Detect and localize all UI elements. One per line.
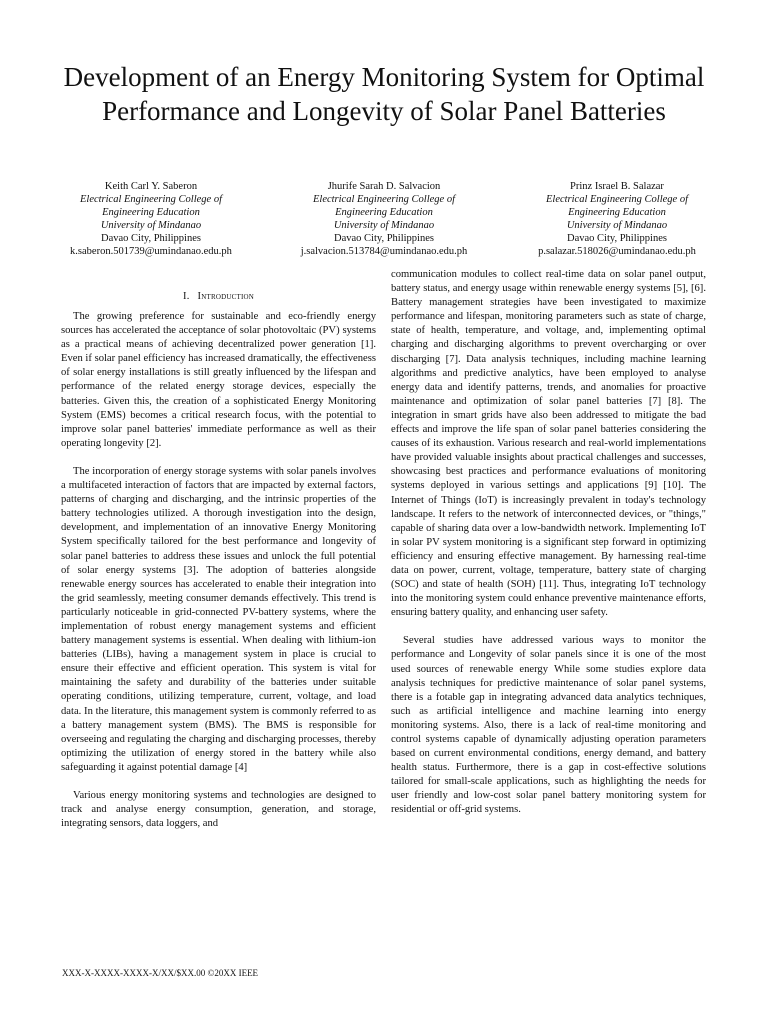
author-affiliation: University of Mindanao <box>333 220 435 231</box>
author-affiliation: University of Mindanao <box>566 220 668 231</box>
copyright-footer: XXX-X-XXXX-XXXX-X/XX/$XX.00 ©20XX IEEE <box>62 968 259 978</box>
section-title: Introduction <box>197 291 254 302</box>
left-column <box>61 268 376 845</box>
body-paragraph: Various energy monitoring systems and technologies are designed to track and analyse energy consumption, generation, and storage, integrating sensors, data loggers, and <box>61 790 376 830</box>
author-location: Davao City, Philippines <box>334 233 434 244</box>
author-location: Davao City, Philippines <box>101 233 201 244</box>
author-3 <box>497 180 737 258</box>
author-name: Jhurife Sarah D. Salvacion <box>327 181 441 192</box>
body-paragraph: The incorporation of energy storage systems with solar panels involves a multifaceted interaction of factors that are impacted by external factors, patterns of charging and discharging, and the intrinsic properties of the battery technologies utilized. A thorough investigation into the design, development, and implementation of an innovative Energy Monitoring System specifically tailored for the best performance and longevity of solar panel batteries to address these issues and unlock the full potential of solar energy systems [3]. The adoption of batteries alongside renewable energy sources has accelerated to enable their integration into the grid seamlessly, meeting consumer demands effectively. This trend is particularly noticeable in grid-connected PV-battery systems, where the implementation of robust energy management systems and efficient battery management systems is essential. When dealing with lithium-ion batteries (LIBs), having a management system in place is crucial to ensure their effective and efficient operation. This system is vital for maintaining the safety and durability of the batteries under suitable operating conditions, utilizing temperature, current, voltage, and load data. In the literature, this management system is commonly referred to as a battery management system (BMS). The BMS is responsible for overseeing and regulating the charging and discharging processes, thereby optimizing the utilization of energy stored in the battery while also safeguarding it against potential damage [4] <box>61 465 376 773</box>
author-2 <box>264 180 504 258</box>
body-paragraph: The growing preference for sustainable and eco-friendly energy sources has accelerated the acceptance of solar photovoltaic (PV) systems as a practical means of achieving decentralized power generation [1]. Even if solar panel efficiency has increased dramatically, the effectiveness of solar energy installations is still greatly influenced by the lifespan and performance of the related energy storage devices, especially the batteries. Given this, the creation of a sophisticated Energy Monitoring System (EMS) becomes a critical research focus, with the potential to improve solar panel batteries' immediate performance as well as their operating longevity [2]. <box>61 311 376 449</box>
body-paragraph: communication modules to collect real-time data on solar panel output, battery status, and energy usage within renewable energy systems [5], [6]. Battery management strategies have been investigated to maximize performance and lifespan, monitoring parameters such as state of charge, state of health, temperature, and voltage, and, implementing optimal charging and discharging algorithms to prevent overcharging or over discharging [7]. Data analysis techniques, including machine learning algorithms and predictive analytics, have been employed to analyse energy data and identify patterns, trends, and anomalies for proactive maintenance and optimization of solar panel batteries [7] [8]. The integration in smart grids have also been addressed to mitigate the bad effects and improve the life span of solar panel batteries considering the causes of its exhaustion. Various research and real-world implementations have provided valuable insights about practical challenges and successes, showcasing best practices and performance evaluations of monitoring systems deployed in various settings and applications [9] [10]. The Internet of Things (IoT) is increasingly prevalent in today's technology landscape. It refers to the network of interconnected devices, or "things," capable of sharing data over a low-bandwidth network. Implementing IoT in solar PV system monitoring is a significant step forward in optimizing efficiency and ensuring effective management. By harnessing real-time data on power, current, voltage, temperature, battery state of charging (SOC) and state of health (SOH) [11]. Thus, integrating IoT technology into the monitoring system could enhance preventive maintenance efforts, ensuring battery quality, and enhancing user safety. <box>391 269 706 619</box>
author-location: Davao City, Philippines <box>567 233 667 244</box>
author-affiliation: Engineering Education <box>102 207 200 218</box>
author-affiliation: Engineering Education <box>335 207 433 218</box>
body-paragraph: Several studies have addressed various ways to monitor the performance and Longevity of solar panels since it is one of the most used sources of renewable energy While some studies explore data analysis techniques for predictive maintenance of solar panel systems, there is a fotable gap in integrating advanced data analytics techniques, such as artificial intelligence and machine learning into energy monitoring systems. Also, there is a lack of real-time monitoring and control systems capable of dynamically adjusting operation parameters based on current environmental conditions, energy demand, and battery health status. Furthermore, there is a gap in cost-effective solutions tailored for small-scale applications, such as highlighting the needs for user friendly and low-cost solar panel battery monitoring system for residential or off-grid systems. <box>391 635 706 816</box>
paper-title: Development of an Energy Monitoring System for Optimal Performance and Longevity of Solar Panel Batteries <box>63 62 705 126</box>
author-email: k.saberon.501739@umindanao.edu.ph <box>70 246 232 257</box>
author-1 <box>31 180 271 258</box>
author-affiliation: Engineering Education <box>568 207 666 218</box>
right-column <box>391 268 706 832</box>
author-email: j.salvacion.513784@umindanao.edu.ph <box>300 246 468 257</box>
author-name: Keith Carl Y. Saberon <box>104 181 198 192</box>
author-affiliation: Electrical Engineering College of <box>545 194 688 205</box>
section-heading <box>61 290 376 304</box>
author-email: p.salazar.518026@umindanao.edu.ph <box>538 246 696 257</box>
author-affiliation: Electrical Engineering College of <box>312 194 455 205</box>
author-affiliation: Electrical Engineering College of <box>79 194 222 205</box>
author-name: Prinz Israel B. Salazar <box>570 181 664 192</box>
author-affiliation: University of Mindanao <box>100 220 202 231</box>
section-number: I. <box>183 291 190 302</box>
